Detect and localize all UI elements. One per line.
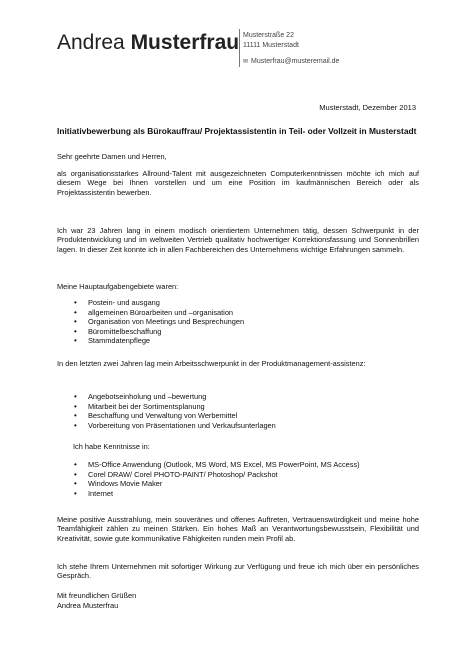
- list-item: • Stammdatenpflege: [57, 336, 419, 346]
- focus-intro: In den letzten zwei Jahren lag mein Arbeitsschwerpunkt in der Produktmanagement-assistenz:: [57, 359, 366, 368]
- header-divider: [239, 29, 240, 67]
- sender-last-name: Musterfrau: [130, 31, 240, 54]
- sender-city: 11111 Musterstadt: [243, 41, 299, 49]
- focus-list: [57, 392, 419, 430]
- list-item: • Windows Movie Maker: [57, 479, 419, 489]
- list-item: • Mitarbeit bei der Sortimentsplanung: [57, 402, 419, 412]
- list-item: • Postein- und ausgang: [57, 298, 419, 308]
- sender-street: Musterstraße 22: [243, 32, 294, 39]
- sender-email-line: [243, 58, 339, 65]
- list-item: • Internet: [57, 489, 419, 499]
- list-item: • Vorbereitung von Präsentationen und Verkaufsunterlagen: [57, 421, 419, 431]
- closing: Mit freundlichen Grüßen: [57, 591, 137, 600]
- skills-list: [57, 460, 419, 498]
- skills-intro: Ich habe Kenntnisse in:: [73, 442, 150, 451]
- paragraph-experience: Ich war 23 Jahren lang in einem modisch orientiertem Unternehmen tätig, dessen Schwerpunkt in der Produktentwicklung und im weltweiten Vertrieb qualitativ hochwertiger Korrektionsfassung und Sonnenbrillen lagen. In dieser Zeit konnte ich in allen Fachbereichen des Unternehmens wichtige Erfahrungen sammeln.: [57, 226, 419, 254]
- sender-name: [57, 32, 239, 53]
- list-item: • Büromittelbeschaffung: [57, 327, 419, 337]
- paragraph-availability: Ich stehe Ihrem Unternehmen mit sofortiger Wirkung zur Verfügung und freue ich mich über ein persönliches Gespräch.: [57, 562, 419, 581]
- list-item: • Corel DRAW/ Corel PHOTO-PAINT/ Photoshop/ Packshot: [57, 470, 419, 480]
- list-item: • allgemeinen Büroarbeiten und –organisation: [57, 308, 419, 318]
- sender-email: Musterfrau@musteremail.de: [251, 58, 340, 65]
- list-item: • Beschaffung und Verwaltung von Werbemittel: [57, 411, 419, 421]
- list-item: • MS-Office Anwendung (Outlook, MS Word, MS Excel, MS PowerPoint, MS Access): [57, 460, 419, 470]
- salutation: Sehr geehrte Damen und Herren,: [57, 152, 167, 161]
- email-icon: ✉: [243, 59, 249, 65]
- paragraph-intro: als organisationsstarkes Allround-Talent mit ausgezeichneten Computerkenntnissen möchte ich mich auf diesem Wege bei Ihnen vorstellen und um eine Position im kaufmännischen Bereich oder als Projektassistentin bewerben.: [57, 169, 419, 197]
- letter-subject: Initiativbewerbung als Bürokauffrau/ Projektassistentin in Teil- oder Vollzeit in Musterstadt: [57, 126, 417, 136]
- list-item: • Angebotseinholung und –bewertung: [57, 392, 419, 402]
- list-item: • Organisation von Meetings und Besprechungen: [57, 317, 419, 327]
- sender-first-name: Andrea: [57, 31, 125, 54]
- signature-name: Andrea Musterfrau: [57, 601, 119, 610]
- tasks-list: [57, 298, 419, 346]
- letter-date: Musterstadt, Dezember 2013: [319, 103, 416, 112]
- paragraph-strengths: Meine positive Ausstrahlung, mein souveränes und offenes Auftreten, Vertrauenswürdigkeit und meine hohe Teamfähigkeit zählen zu meinen Stärken. Ein hohes Maß an Verantwortungsbewusstsein, Flexibilität und Kreativität, sowie gute kommunikative Fähigkeiten runden mein Profil ab.: [57, 515, 419, 543]
- tasks-intro: Meine Hauptaufgabengebiete waren:: [57, 282, 179, 291]
- sender-address: [243, 31, 299, 50]
